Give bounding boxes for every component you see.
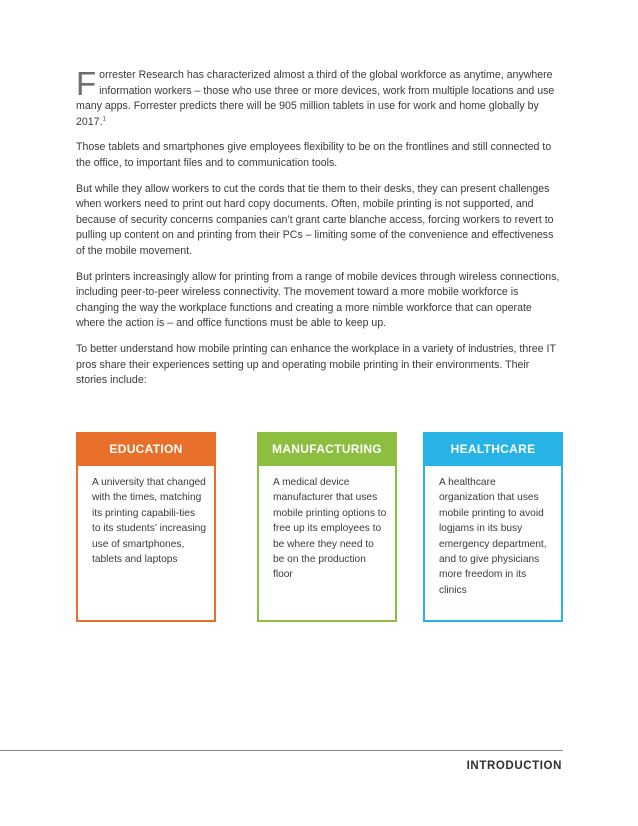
footer-divider xyxy=(0,750,563,751)
drop-cap: F xyxy=(76,65,97,102)
footnote-marker: 1 xyxy=(102,116,106,123)
card-education-text: A university that changed with the times, matching its printing capabili-ties to its students’ increasing use of smartphones, tablets and laptops xyxy=(76,466,216,622)
card-education-title: EDUCATION xyxy=(76,432,216,466)
card-manufacturing-text: A medical device manufacturer that uses mobile printing options to free up its employees to be where they need to be on the production floor xyxy=(257,466,397,622)
card-healthcare-title: HEALTHCARE xyxy=(423,432,563,466)
intro-paragraph-2: Those tablets and smartphones give employees flexibility to be on the frontlines and still connected to the office, to important files and to communication tools. xyxy=(76,141,552,169)
card-manufacturing-title: MANUFACTURING xyxy=(257,432,397,466)
intro-paragraph-3: But while they allow workers to cut the cords that tie them to their desks, they can present challenges when workers need to print out hard copy documents. Often, mobile printing is not supported, and because of security concerns companies can’t grant carte blanche access, forcing workers to revert to pulling up content on and printing from their PCs – limiting some of the convenience and effectiveness of the mobile movement. xyxy=(76,182,554,257)
card-manufacturing xyxy=(257,432,397,622)
intro-paragraph-5: To better understand how mobile printing can enhance the workplace in a variety of industries, three IT pros share their experiences setting up and operating mobile printing in their environments. Their stories include: xyxy=(76,342,556,387)
intro-paragraph-1 xyxy=(76,65,562,130)
card-healthcare-text: A healthcare organization that uses mobile printing to avoid logjams in its busy emergency department, and to give physicians more freedom in its clinics xyxy=(423,466,563,622)
intro-paragraph-1-text: orrester Research has characterized almost a third of the global workforce as anytime, anywhere information workers – those who use three or more devices, work from multiple locations and use many apps. Forrester predicts there will be 905 million tablets in use for work and home globally by 2017. xyxy=(76,69,555,128)
industry-cards xyxy=(76,432,563,622)
intro-text xyxy=(76,65,562,399)
intro-paragraph-4: But printers increasingly allow for printing from a range of mobile devices through wireless connections, including peer-to-peer wireless connectivity. The movement toward a more mobile workforce is changing the way the workplace functions and creating a more nimble workforce that can operate where the action is – and office functions must be able to keep up. xyxy=(76,270,560,330)
card-education xyxy=(76,432,216,622)
card-healthcare xyxy=(423,432,563,622)
section-label: INTRODUCTION xyxy=(466,760,562,772)
